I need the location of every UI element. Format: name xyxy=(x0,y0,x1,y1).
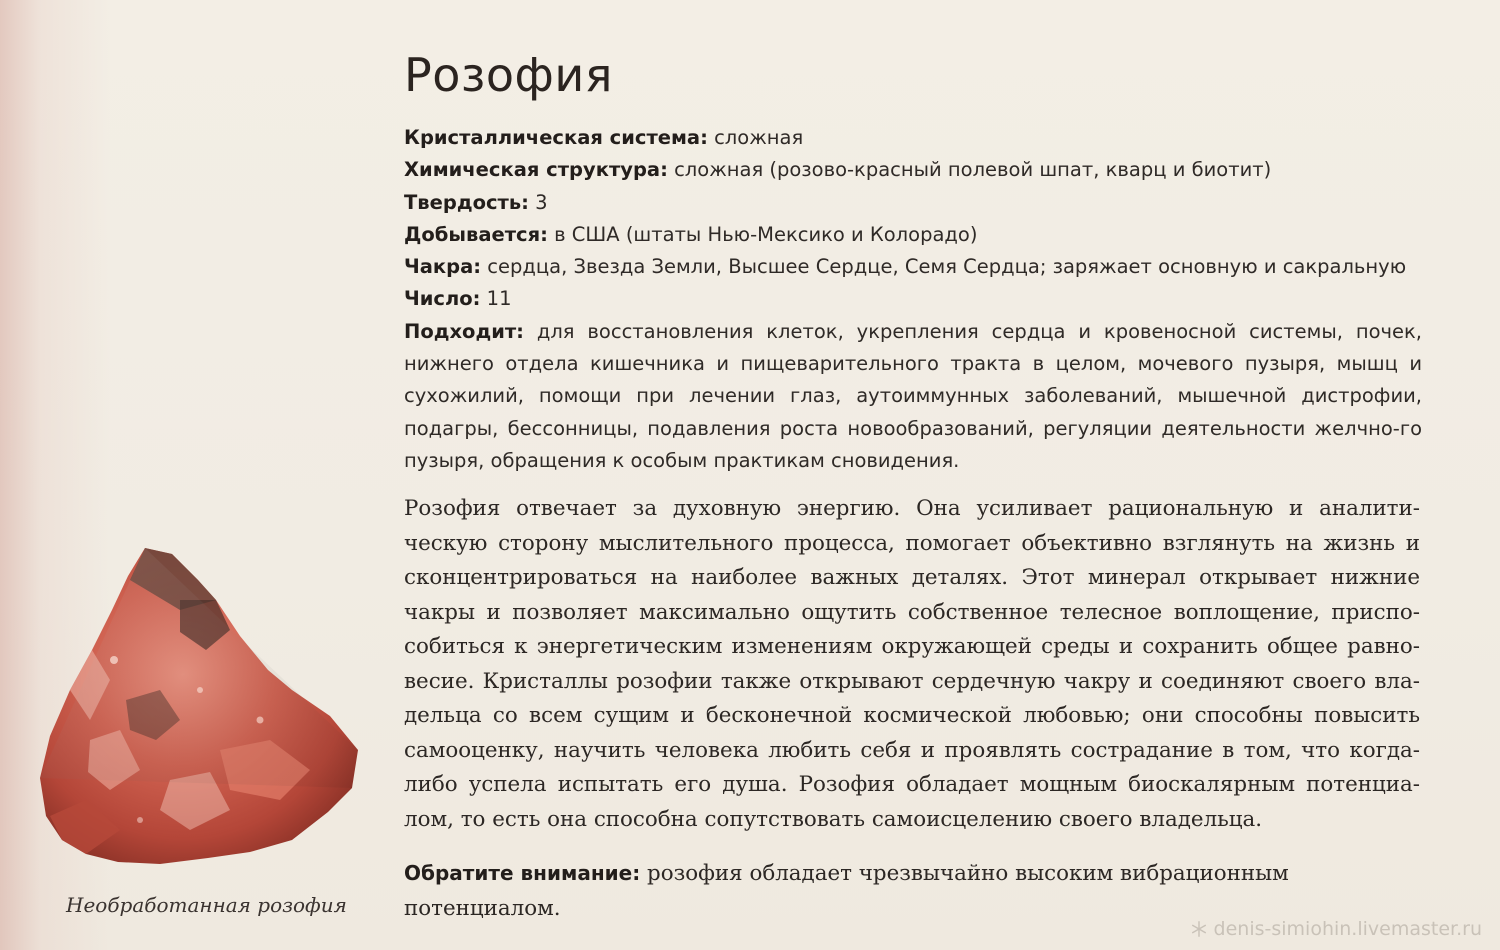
watermark-text: denis-simiohin.livemaster.ru xyxy=(1213,918,1482,940)
property-number xyxy=(404,283,1422,315)
property-value: сложная (розово-красный полевой шпат, кварц и биотит) xyxy=(667,158,1272,182)
description-paragraph: Розофия отвечает за духовную энергию. Она усиливает рациональную и аналити-ческую сторону мыслительного процесса, помогает объективно взглянуть на жизнь и сконцентрироваться на наиболее важных деталях. Этот минерал открывает нижние чакры и позволяет максимально ощутить собственное телесное воплощение, приспо-собиться к энергетическим изменениям окружающей среды и сохранить общее равно-весие. Кристаллы розофии также открывают сердечную чакру и соединяют своего вла-дельца со всем сущим и бесконечной космической любовью; они способны повысить самооценку, научить человека любить себя и проявлять сострадание в том, что когда-либо успела испытать его душа. Розофия обладает мощным биоскалярным потенциа-лом, то есть она способна сопутствовать самоисцелению своего владельца. xyxy=(404,496,1420,832)
property-mined xyxy=(404,219,1422,251)
property-label: Число: xyxy=(404,287,481,311)
property-value: для восстановления клеток, укрепления сердца и кровеносной системы, почек, нижнего отдела кишечника и пищеварительного тракта в целом, мочевого пузыря, мышц и сухожилий, помощи при лечении глаз, аутоиммунных заболеваний, мышечной дистрофии, подагры, бессонницы, подавления роста новообразований, регуляции деятельности желчно-го пузыря, обращения к особым практикам сновидения. xyxy=(404,319,1422,472)
property-value: 11 xyxy=(480,287,512,311)
property-chemical-structure xyxy=(404,154,1422,186)
properties-block xyxy=(404,122,1422,477)
property-value: сложная xyxy=(707,126,804,149)
property-crystal-system xyxy=(404,122,1422,154)
property-hardness xyxy=(404,187,1422,219)
image-caption: Необработанная розофия xyxy=(66,893,347,917)
property-value: 3 xyxy=(528,190,548,214)
property-value: в США (штаты Нью-Мексико и Колорадо) xyxy=(547,222,978,246)
property-chakra xyxy=(404,251,1422,283)
note-value: розофия обладает чрезвычайно высоким вибрационным потенциалом. xyxy=(404,861,1289,921)
note-label: Обратите внимание: xyxy=(404,861,641,885)
rock-image xyxy=(30,540,370,880)
property-label: Химическая структура: xyxy=(404,158,668,182)
property-label: Твердость: xyxy=(404,190,529,214)
property-value: сердца, Звезда Земли, Высшее Сердце, Семя Сердца; заряжает основную и сакральную xyxy=(481,255,1407,279)
note-paragraph xyxy=(404,856,1420,926)
snowflake-icon xyxy=(1190,920,1208,938)
property-suits xyxy=(404,316,1422,477)
page-title: Розофия xyxy=(404,48,613,102)
watermark xyxy=(1190,918,1482,940)
property-label: Кристаллическая система: xyxy=(404,126,708,149)
property-label: Подходит: xyxy=(404,319,524,343)
property-label: Добывается: xyxy=(404,222,548,246)
property-label: Чакра: xyxy=(404,255,482,279)
